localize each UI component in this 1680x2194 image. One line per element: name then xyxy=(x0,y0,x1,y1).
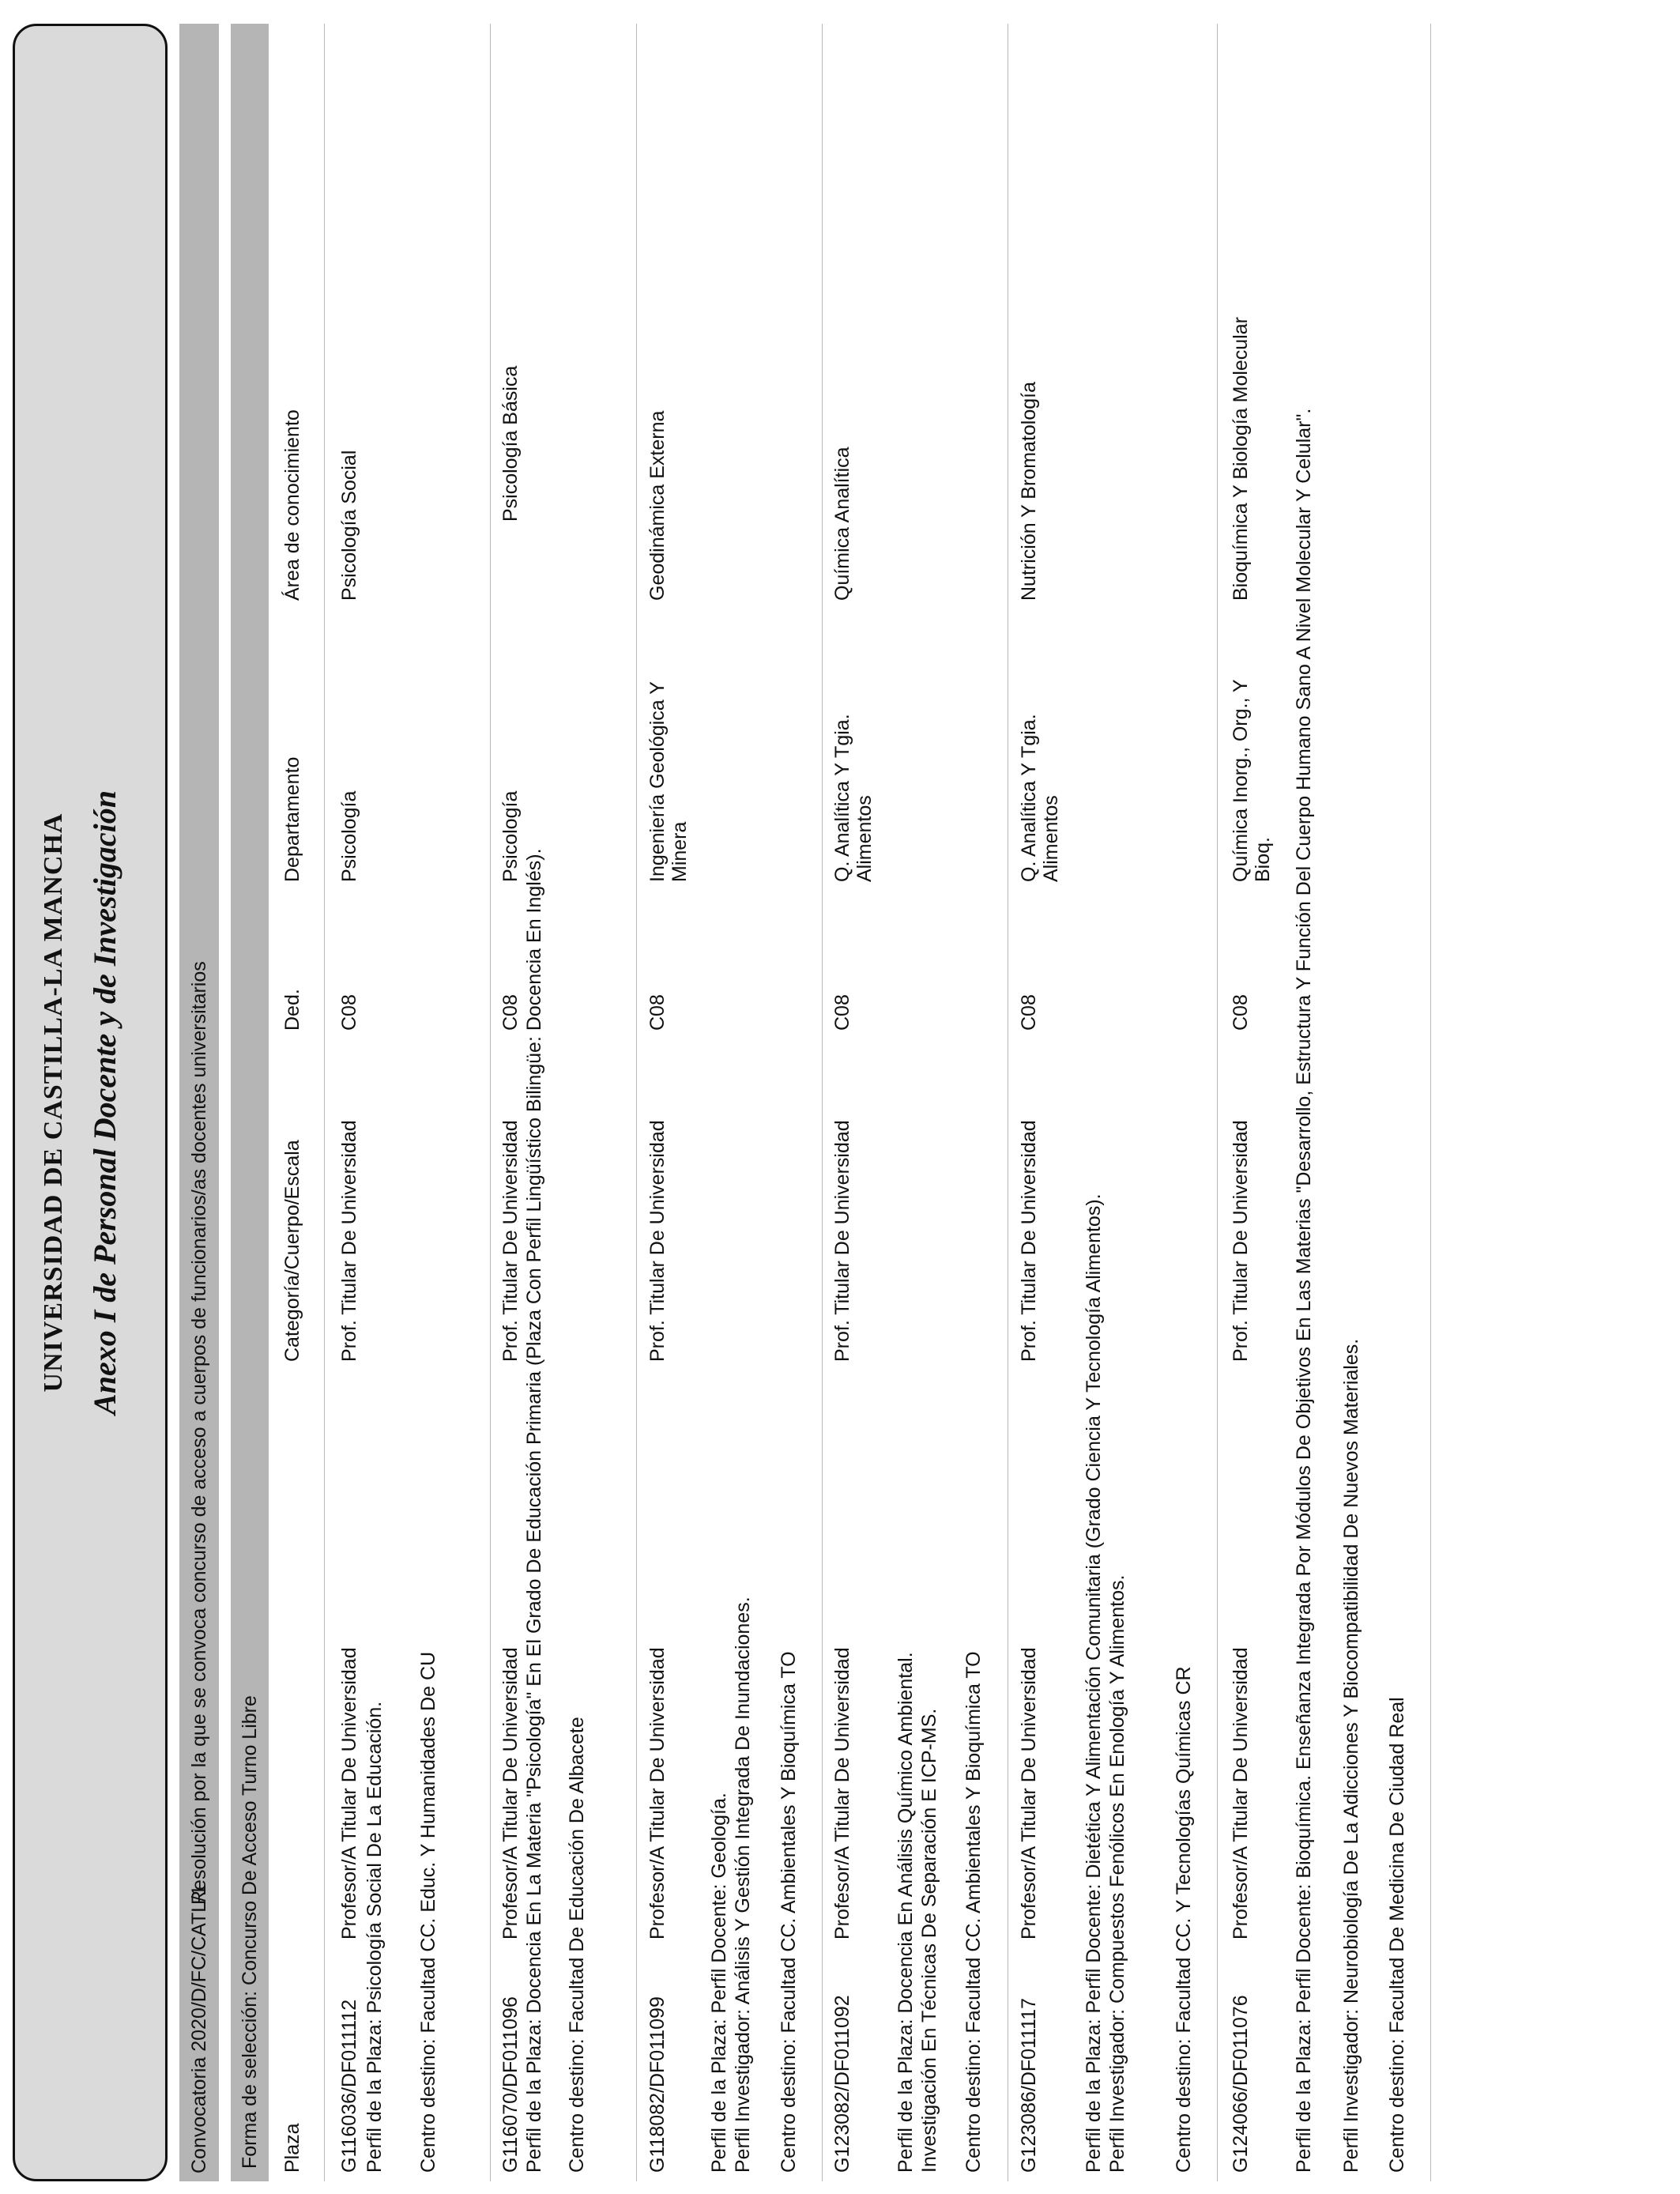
plaza-centro: Centro destino: Facultad CC. Y Tecnologías Químicas CR xyxy=(1173,1666,1195,2173)
plaza-categoria: Prof. Titular De Universidad xyxy=(1018,1120,1040,1362)
plaza-dedicacion: C08 xyxy=(831,994,853,1031)
plaza-title: Profesor/A Titular De Universidad xyxy=(1230,1647,1252,1940)
convocatoria-bar xyxy=(179,24,219,2181)
plaza-centro: Centro destino: Facultad CC. Ambientales Y Bioquímica TO xyxy=(778,1651,800,2173)
plaza-code: G123082/DF011092 xyxy=(831,1995,853,2173)
plaza-perfil: Perfil de la Plaza: Docencia En Análisis Químico Ambiental. xyxy=(895,1652,917,2173)
plaza-departamento: Q. Analítica Y Tgia. Alimentos xyxy=(1018,714,1062,882)
convocatoria-code: Convocatoria 2020/D/FC/CATL/1 xyxy=(188,1885,210,2173)
plaza-code: G123086/DF011117 xyxy=(1018,1998,1040,2173)
plaza-perfil-investigador: Perfil Investigador: Análisis Y Gestión Integrada De Inundaciones. xyxy=(732,1596,754,2173)
plaza-perfil: Perfil de la Plaza: Psicología Social De La Educación. xyxy=(363,1701,386,2173)
resolution-text: Resolución por la que se convoca concurso de acceso a cuerpos de funcionarios/as docentes universitarios xyxy=(188,961,210,1905)
plaza-centro: Centro destino: Facultad CC. Ambientales Y Bioquímica TO xyxy=(962,1651,985,2173)
selection-form-bar xyxy=(231,24,269,2181)
plaza-categoria: Prof. Titular De Universidad xyxy=(831,1120,853,1362)
plaza-departamento: Química Inorg., Org., Y Bioq. xyxy=(1230,679,1274,882)
annex-title: Anexo I de Personal Docente y de Investigación xyxy=(87,790,122,1415)
plaza-dedicacion: C08 xyxy=(1018,994,1040,1031)
plaza-area: Psicología Básica xyxy=(499,365,522,522)
plaza-code: G124066/DF011076 xyxy=(1230,1995,1252,2173)
plaza-dedicacion: C08 xyxy=(646,994,669,1031)
plaza-categoria: Prof. Titular De Universidad xyxy=(338,1120,360,1362)
row-separator xyxy=(324,24,325,2181)
plaza-title: Profesor/A Titular De Universidad xyxy=(499,1647,522,1940)
plaza-area: Química Analítica xyxy=(831,447,853,601)
plaza-departamento: Psicología xyxy=(499,790,522,882)
plaza-categoria: Prof. Titular De Universidad xyxy=(499,1120,522,1362)
plaza-perfil: Perfil de la Plaza: Docencia En La Materia "Psicología" En El Grado De Educación Primaria (Plaza Con Perfil Lingüístico Bilingüe: Docencia En Inglés). xyxy=(523,848,545,2173)
plaza-perfil-investigacion: Investigación En Técnicas De Separación E ICP-MS. xyxy=(918,1708,940,2173)
column-header-departamento: Departamento xyxy=(281,756,303,882)
plaza-dedicacion: C08 xyxy=(338,994,360,1031)
plaza-dedicacion: C08 xyxy=(499,994,522,1031)
column-header-plaza: Plaza xyxy=(281,2123,303,2173)
plaza-departamento: Psicología xyxy=(338,790,360,882)
plaza-perfil: Perfil de la Plaza: Perfil Docente: Dietética Y Alimentación Comunitaria (Grado Ciencia Y Tecnología Alimentos). xyxy=(1083,1193,1105,2173)
plaza-title: Profesor/A Titular De Universidad xyxy=(646,1647,669,1940)
plaza-title: Profesor/A Titular De Universidad xyxy=(1018,1647,1040,1940)
plaza-title: Profesor/A Titular De Universidad xyxy=(338,1647,360,1940)
plaza-perfil: Perfil de la Plaza: Perfil Docente: Bioquímica. Enseñanza Integrada Por Módulos De Objetivos En Las Materias "Desarrollo, Estructura Y Función Del Cuerpo Humano Sano A Nivel Molecular Y Celular". xyxy=(1293,408,1315,2173)
plaza-centro: Centro destino: Facultad De Educación De Albacete xyxy=(566,1717,588,2173)
row-separator xyxy=(636,24,637,2181)
row-separator xyxy=(1217,24,1218,2181)
plaza-dedicacion: C08 xyxy=(1230,994,1252,1031)
plaza-centro: Centro destino: Facultad CC. Educ. Y Humanidades De CU xyxy=(417,1651,439,2173)
column-header-ded: Ded. xyxy=(281,989,303,1031)
plaza-area: Geodinámica Externa xyxy=(646,410,669,601)
row-separator xyxy=(490,24,491,2181)
column-header-categoria: Categoría/Cuerpo/Escala xyxy=(281,1140,303,1362)
plaza-code: G116070/DF011096 xyxy=(499,1996,522,2173)
row-separator xyxy=(1430,24,1431,2181)
plaza-perfil: Perfil de la Plaza: Perfil Docente: Geología. xyxy=(708,1793,730,2173)
plaza-categoria: Prof. Titular De Universidad xyxy=(1230,1120,1252,1362)
plaza-departamento: Q. Analítica Y Tgia. Alimentos xyxy=(831,714,876,882)
university-name: UNIVERSIDAD DE CASTILLA-LA MANCHA xyxy=(39,812,68,1393)
selection-form-text: Forma de selección: Concurso De Acceso Turno Libre xyxy=(239,1695,261,2169)
plaza-centro: Centro destino: Facultad De Medicina De Ciudad Real xyxy=(1386,1697,1408,2173)
row-separator xyxy=(822,24,823,2181)
plaza-area: Bioquímica Y Biología Molecular xyxy=(1230,317,1252,601)
column-header-area: Área de conocimiento xyxy=(281,409,303,601)
plaza-code: G116036/DF011112 xyxy=(338,1999,360,2173)
plaza-perfil-investigador: Perfil Investigador: Neurobiología De La Adicciones Y Biocompatibilidad De Nuevos Materiales. xyxy=(1340,1338,1362,2173)
plaza-perfil-investigador: Perfil Investigador: Compuestos Fenólicos En Enología Y Alimentos. xyxy=(1106,1574,1128,2173)
plaza-area: Nutrición Y Bromatología xyxy=(1018,381,1040,601)
plaza-categoria: Prof. Titular De Universidad xyxy=(646,1120,669,1362)
plaza-area: Psicología Social xyxy=(338,450,360,601)
plaza-departamento: Ingeniería Geológica Y Minera xyxy=(646,681,691,882)
plaza-code: G118082/DF011099 xyxy=(646,1996,669,2173)
plaza-title: Profesor/A Titular De Universidad xyxy=(831,1647,853,1940)
title-box xyxy=(13,24,168,2181)
